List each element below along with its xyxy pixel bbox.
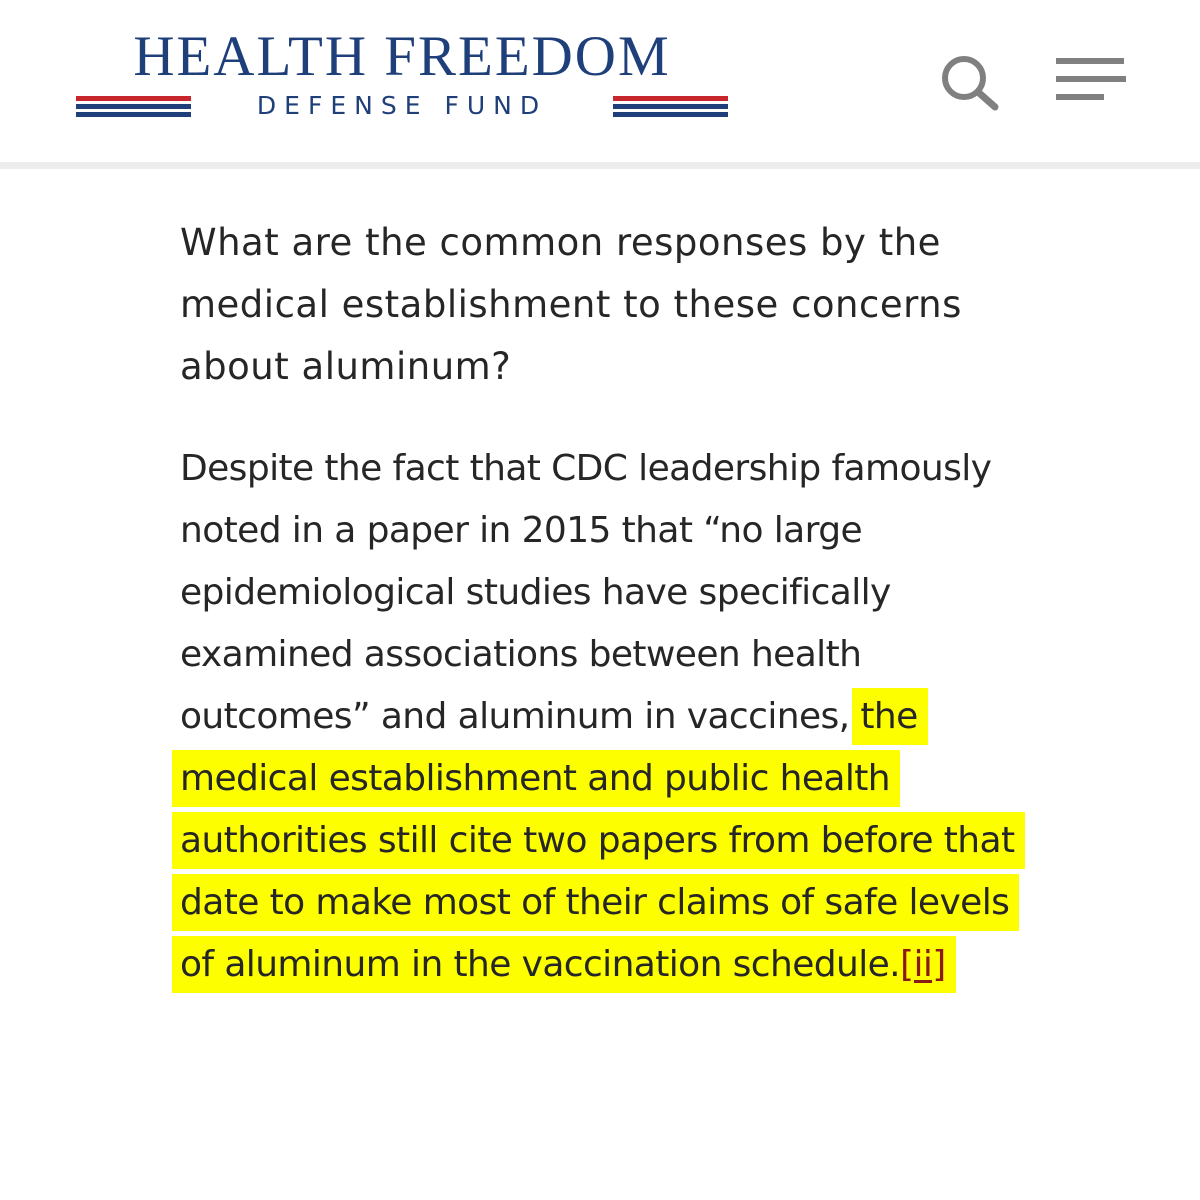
search-icon <box>938 52 1002 112</box>
section-question: What are the common responses by the medical establishment to these concerns about aluminum? <box>180 221 962 388</box>
paragraph-intro-text: Despite the fact that CDC leadership famously noted in a paper in 2015 that “no large epidemiological studies have specifically examined associations between health outcomes” and aluminum in vaccines, <box>180 448 992 737</box>
hamburger-menu-icon <box>1056 58 1124 64</box>
article-paragraph <box>180 438 1040 996</box>
logo-stripes-right <box>613 96 728 118</box>
site-logo[interactable] <box>76 26 728 126</box>
footnote-link[interactable]: [ii] <box>900 944 946 985</box>
highlighted-sentence: the medical establishment and public health authorities still cite two papers from before that date to make most of their claims of safe levels of aluminum in the vaccination schedule. <box>180 696 1015 985</box>
site-header <box>0 0 1200 169</box>
logo-subtitle: DEFENSE FUND <box>256 91 548 120</box>
search-button[interactable] <box>938 52 1002 112</box>
article-content <box>180 212 1040 996</box>
logo-title: HEALTH FREEDOM <box>133 25 671 88</box>
menu-button[interactable] <box>1056 56 1128 106</box>
